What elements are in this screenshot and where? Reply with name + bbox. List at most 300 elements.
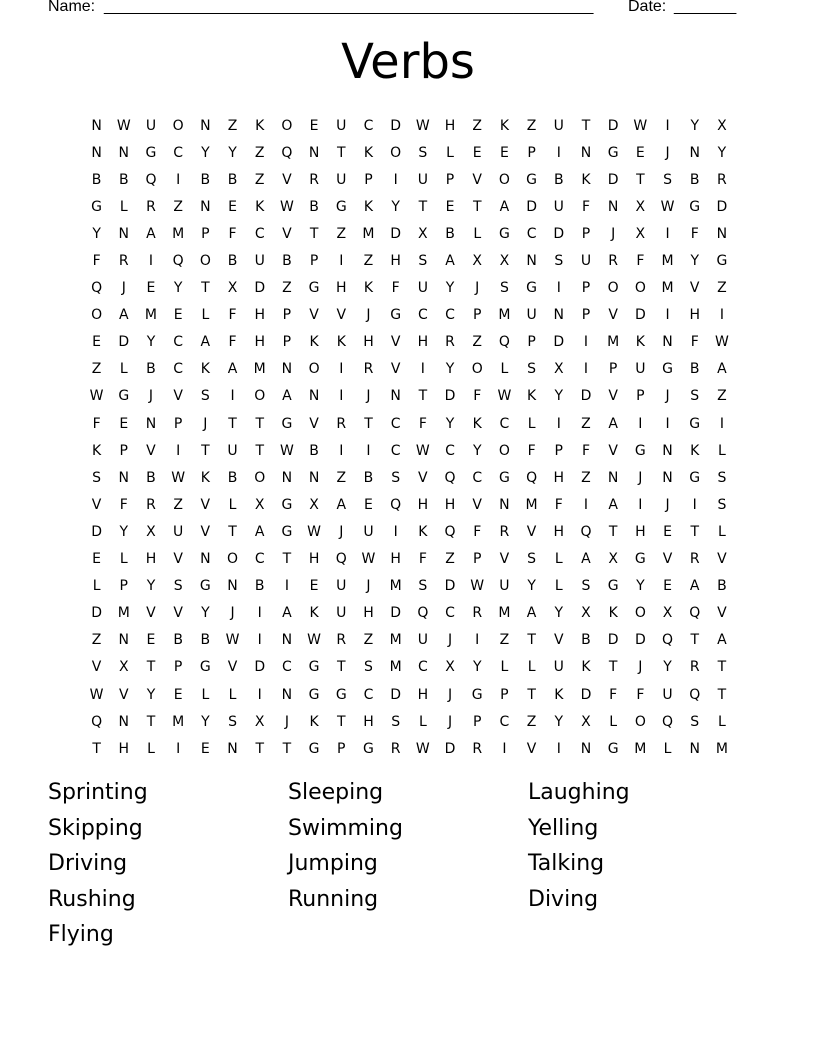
grid-cell[interactable]: N xyxy=(689,144,700,161)
grid-cell[interactable]: L xyxy=(718,523,726,540)
grid-cell[interactable]: U xyxy=(336,578,347,595)
grid-cell[interactable]: F xyxy=(636,253,645,270)
grid-cell[interactable]: B xyxy=(91,171,102,188)
grid-cell[interactable]: F xyxy=(690,225,699,242)
grid-cell[interactable]: N xyxy=(390,388,401,405)
grid-cell[interactable]: N xyxy=(607,469,619,486)
grid-cell[interactable]: S xyxy=(92,469,102,486)
grid-cell[interactable]: Z xyxy=(581,415,591,432)
grid-cell[interactable]: Q xyxy=(662,632,674,649)
grid-cell[interactable]: G xyxy=(716,253,728,270)
grid-cell[interactable]: M xyxy=(117,605,130,622)
grid-cell[interactable]: T xyxy=(364,415,373,432)
grid-cell[interactable]: X xyxy=(635,198,646,215)
grid-cell[interactable]: A xyxy=(200,334,211,351)
grid-cell[interactable]: L xyxy=(718,713,726,730)
grid-cell[interactable]: G xyxy=(607,740,619,757)
grid-cell[interactable]: L xyxy=(527,415,536,432)
grid-cell[interactable]: T xyxy=(146,713,156,730)
grid-cell[interactable]: H xyxy=(444,496,456,513)
grid-cell[interactable]: I xyxy=(665,225,670,242)
grid-cell[interactable]: G xyxy=(199,659,211,676)
grid-cell[interactable]: J xyxy=(665,388,670,405)
grid-cell[interactable]: C xyxy=(417,307,428,324)
grid-cell[interactable]: I xyxy=(148,253,154,270)
grid-cell[interactable]: N xyxy=(308,469,320,486)
grid-cell[interactable]: E xyxy=(173,686,183,703)
grid-cell[interactable]: O xyxy=(390,144,402,161)
grid-cell[interactable]: M xyxy=(172,225,185,242)
grid-cell[interactable]: T xyxy=(337,144,346,161)
grid-cell[interactable]: T xyxy=(201,280,210,297)
grid-cell[interactable]: X xyxy=(581,713,591,730)
grid-cell[interactable]: K xyxy=(200,469,210,486)
grid-cell[interactable]: P xyxy=(282,307,292,324)
grid-cell[interactable]: J xyxy=(447,632,453,649)
grid-cell[interactable]: I xyxy=(719,415,724,432)
grid-cell[interactable]: P xyxy=(445,171,455,188)
grid-cell[interactable]: D xyxy=(254,659,266,676)
grid-cell[interactable]: P xyxy=(173,659,183,676)
grid-cell[interactable]: D xyxy=(634,307,646,324)
grid-cell[interactable]: P xyxy=(337,740,346,757)
grid-cell[interactable]: I xyxy=(257,686,262,703)
grid-cell[interactable]: V xyxy=(200,523,211,540)
grid-cell[interactable]: M xyxy=(362,225,375,242)
grid-cell[interactable]: J xyxy=(611,225,616,242)
grid-cell[interactable]: D xyxy=(118,334,130,351)
grid-cell[interactable]: Z xyxy=(173,496,183,513)
grid-cell[interactable]: L xyxy=(500,659,509,676)
grid-cell[interactable]: E xyxy=(663,578,672,595)
grid-cell[interactable]: N xyxy=(526,253,537,270)
grid-cell[interactable]: D xyxy=(91,605,102,622)
grid-cell[interactable]: Y xyxy=(445,280,455,297)
grid-cell[interactable]: V xyxy=(553,632,564,649)
grid-cell[interactable]: K xyxy=(255,198,265,215)
grid-cell[interactable]: E xyxy=(445,198,455,215)
grid-cell[interactable]: A xyxy=(118,307,129,324)
grid-cell[interactable]: V xyxy=(608,442,618,459)
grid-cell[interactable]: P xyxy=(554,442,563,459)
grid-cell[interactable]: C xyxy=(445,605,455,622)
grid-cell[interactable]: V xyxy=(390,361,401,378)
grid-cell[interactable]: N xyxy=(716,225,728,242)
grid-cell[interactable]: A xyxy=(254,523,265,540)
grid-cell[interactable]: Z xyxy=(526,713,537,730)
grid-cell[interactable]: H xyxy=(444,117,456,134)
grid-cell[interactable]: O xyxy=(607,280,619,297)
grid-cell[interactable]: D xyxy=(526,198,537,215)
grid-cell[interactable]: Y xyxy=(527,578,536,595)
grid-cell[interactable]: N xyxy=(118,632,130,649)
grid-cell[interactable]: N xyxy=(118,144,130,161)
grid-cell[interactable]: R xyxy=(689,659,700,676)
grid-cell[interactable]: Y xyxy=(201,144,210,161)
grid-cell[interactable]: B xyxy=(146,469,156,486)
grid-cell[interactable]: O xyxy=(281,117,293,134)
grid-cell[interactable]: U xyxy=(662,686,673,703)
grid-cell[interactable]: W xyxy=(116,117,131,134)
grid-cell[interactable]: V xyxy=(173,388,183,405)
grid-cell[interactable]: O xyxy=(91,307,103,324)
grid-cell[interactable]: Q xyxy=(662,713,674,730)
grid-cell[interactable]: H xyxy=(417,334,429,351)
grid-cell[interactable]: A xyxy=(499,198,510,215)
grid-cell[interactable]: Y xyxy=(201,605,210,622)
grid-cell[interactable]: V xyxy=(146,605,156,622)
grid-cell[interactable]: G xyxy=(526,171,538,188)
grid-cell[interactable]: Z xyxy=(472,117,483,134)
grid-cell[interactable]: X xyxy=(254,496,265,513)
grid-cell[interactable]: I xyxy=(339,361,344,378)
grid-cell[interactable]: Y xyxy=(146,686,156,703)
grid-cell[interactable]: J xyxy=(203,415,208,432)
grid-cell[interactable]: Q xyxy=(91,280,103,297)
grid-cell[interactable]: X xyxy=(254,713,265,730)
grid-cell[interactable]: D xyxy=(634,632,646,649)
name-line[interactable]: _______________________________________________________ xyxy=(104,0,594,15)
grid-cell[interactable]: N xyxy=(308,144,320,161)
grid-cell[interactable]: U xyxy=(336,117,347,134)
grid-cell[interactable]: Y xyxy=(92,225,101,242)
grid-cell[interactable]: L xyxy=(201,307,210,324)
grid-cell[interactable]: T xyxy=(309,225,319,242)
grid-cell[interactable]: Z xyxy=(91,632,102,649)
grid-cell[interactable]: U xyxy=(227,442,238,459)
grid-cell[interactable]: B xyxy=(553,171,564,188)
grid-cell[interactable]: M xyxy=(661,253,674,270)
grid-cell[interactable]: B xyxy=(309,442,319,459)
grid-cell[interactable]: C xyxy=(363,686,374,703)
grid-cell[interactable]: E xyxy=(200,740,210,757)
grid-cell[interactable]: S xyxy=(228,713,237,730)
grid-cell[interactable]: U xyxy=(553,117,564,134)
grid-cell[interactable]: U xyxy=(417,632,428,649)
grid-cell[interactable]: H xyxy=(417,496,429,513)
grid-cell[interactable]: H xyxy=(689,307,700,324)
grid-cell[interactable]: T xyxy=(690,632,699,649)
grid-cell[interactable]: S xyxy=(690,388,700,405)
grid-cell[interactable]: B xyxy=(282,253,292,270)
grid-cell[interactable]: G xyxy=(281,415,293,432)
grid-cell[interactable]: J xyxy=(366,388,371,405)
grid-cell[interactable]: I xyxy=(176,171,181,188)
grid-cell[interactable]: N xyxy=(227,578,238,595)
grid-cell[interactable]: N xyxy=(689,740,700,757)
grid-cell[interactable]: V xyxy=(336,307,347,324)
grid-cell[interactable]: N xyxy=(118,469,130,486)
grid-cell[interactable]: P xyxy=(608,361,618,378)
grid-cell[interactable]: H xyxy=(390,551,401,568)
grid-cell[interactable]: W xyxy=(470,578,485,595)
grid-cell[interactable]: I xyxy=(556,740,561,757)
grid-cell[interactable]: F xyxy=(228,307,237,324)
grid-cell[interactable]: N xyxy=(580,144,592,161)
grid-cell[interactable]: I xyxy=(583,334,589,351)
grid-cell[interactable]: T xyxy=(527,686,536,703)
grid-cell[interactable]: M xyxy=(607,334,620,351)
grid-cell[interactable]: Q xyxy=(281,144,293,161)
grid-cell[interactable]: B xyxy=(581,632,591,649)
grid-cell[interactable]: J xyxy=(447,686,453,703)
grid-cell[interactable]: K xyxy=(527,388,537,405)
grid-cell[interactable]: E xyxy=(499,144,509,161)
grid-cell[interactable]: V xyxy=(662,551,673,568)
grid-cell[interactable]: A xyxy=(717,361,727,378)
grid-cell[interactable]: Z xyxy=(526,117,537,134)
grid-cell[interactable]: G xyxy=(308,686,320,703)
grid-cell[interactable]: G xyxy=(118,388,130,405)
grid-cell[interactable]: H xyxy=(553,469,565,486)
grid-cell[interactable]: N xyxy=(200,198,211,215)
grid-cell[interactable]: S xyxy=(690,713,700,730)
grid-cell[interactable]: K xyxy=(363,198,374,215)
grid-cell[interactable]: O xyxy=(227,551,239,568)
grid-cell[interactable]: Z xyxy=(581,469,591,486)
grid-cell[interactable]: B xyxy=(309,198,319,215)
grid-cell[interactable]: R xyxy=(717,171,727,188)
grid-cell[interactable]: D xyxy=(254,280,266,297)
grid-cell[interactable]: O xyxy=(308,361,320,378)
grid-cell[interactable]: D xyxy=(390,225,402,242)
grid-cell[interactable]: Z xyxy=(445,551,455,568)
grid-cell[interactable]: B xyxy=(227,171,238,188)
grid-cell[interactable]: P xyxy=(581,225,591,242)
grid-cell[interactable]: Y xyxy=(119,523,129,540)
grid-cell[interactable]: S xyxy=(391,713,401,730)
grid-cell[interactable]: M xyxy=(389,659,402,676)
grid-cell[interactable]: F xyxy=(554,496,563,513)
grid-cell[interactable]: P xyxy=(364,171,373,188)
grid-cell[interactable]: U xyxy=(553,659,564,676)
grid-cell[interactable]: R xyxy=(472,740,483,757)
grid-cell[interactable]: I xyxy=(257,632,262,649)
grid-cell[interactable]: S xyxy=(554,253,564,270)
grid-cell[interactable]: Q xyxy=(91,713,103,730)
grid-cell[interactable]: C xyxy=(445,442,455,459)
grid-cell[interactable]: N xyxy=(580,740,592,757)
grid-cell[interactable]: Z xyxy=(717,280,727,297)
grid-cell[interactable]: J xyxy=(284,713,289,730)
grid-cell[interactable]: Q xyxy=(145,171,157,188)
grid-cell[interactable]: L xyxy=(473,225,482,242)
grid-cell[interactable]: X xyxy=(309,496,319,513)
grid-cell[interactable]: N xyxy=(281,632,293,649)
grid-cell[interactable]: F xyxy=(391,280,400,297)
grid-cell[interactable]: M xyxy=(172,713,185,730)
grid-cell[interactable]: B xyxy=(689,361,700,378)
grid-cell[interactable]: M xyxy=(389,632,402,649)
grid-cell[interactable]: F xyxy=(119,496,128,513)
grid-cell[interactable]: Q xyxy=(689,686,701,703)
grid-cell[interactable]: K xyxy=(309,334,319,351)
grid-cell[interactable]: Q xyxy=(526,469,538,486)
grid-cell[interactable]: Q xyxy=(689,605,701,622)
grid-cell[interactable]: V xyxy=(282,225,292,242)
grid-cell[interactable]: T xyxy=(527,632,536,649)
grid-cell[interactable]: S xyxy=(527,551,537,568)
grid-cell[interactable]: G xyxy=(91,198,103,215)
grid-cell[interactable]: G xyxy=(308,740,320,757)
grid-cell[interactable]: N xyxy=(607,198,619,215)
grid-cell[interactable]: E xyxy=(92,551,102,568)
grid-cell[interactable]: T xyxy=(228,523,237,540)
grid-cell[interactable]: W xyxy=(415,117,430,134)
grid-cell[interactable]: U xyxy=(417,171,428,188)
grid-cell[interactable]: S xyxy=(527,361,537,378)
grid-cell[interactable]: I xyxy=(638,496,643,513)
grid-cell[interactable]: W xyxy=(660,198,675,215)
grid-cell[interactable]: W xyxy=(361,551,376,568)
grid-cell[interactable]: M xyxy=(715,740,728,757)
grid-cell[interactable]: Y xyxy=(663,659,672,676)
grid-cell[interactable]: U xyxy=(173,523,184,540)
grid-cell[interactable]: Z xyxy=(363,632,374,649)
grid-cell[interactable]: F xyxy=(609,686,618,703)
grid-cell[interactable]: J xyxy=(366,578,371,595)
grid-cell[interactable]: V xyxy=(717,551,727,568)
grid-cell[interactable]: G xyxy=(634,551,646,568)
grid-cell[interactable]: X xyxy=(472,253,483,270)
grid-cell[interactable]: I xyxy=(339,388,344,405)
grid-cell[interactable]: V xyxy=(472,496,482,513)
grid-cell[interactable]: U xyxy=(553,198,564,215)
grid-cell[interactable]: R xyxy=(336,632,347,649)
grid-cell[interactable]: Z xyxy=(363,253,374,270)
grid-cell[interactable]: K xyxy=(581,171,591,188)
grid-cell[interactable]: E xyxy=(309,117,319,134)
grid-cell[interactable]: Y xyxy=(717,144,727,161)
grid-cell[interactable]: I xyxy=(176,442,181,459)
grid-cell[interactable]: Y xyxy=(554,605,564,622)
grid-cell[interactable]: T xyxy=(282,551,292,568)
grid-cell[interactable]: T xyxy=(418,388,428,405)
grid-cell[interactable]: P xyxy=(636,388,645,405)
grid-cell[interactable]: T xyxy=(472,198,482,215)
grid-cell[interactable]: J xyxy=(665,144,670,161)
grid-cell[interactable]: X xyxy=(445,659,455,676)
grid-cell[interactable]: A xyxy=(445,253,455,270)
grid-cell[interactable]: T xyxy=(690,523,699,540)
grid-cell[interactable]: E xyxy=(364,496,373,513)
grid-cell[interactable]: N xyxy=(281,469,293,486)
grid-cell[interactable]: N xyxy=(308,388,320,405)
grid-cell[interactable]: S xyxy=(418,578,428,595)
grid-cell[interactable]: N xyxy=(662,442,673,459)
grid-cell[interactable]: B xyxy=(445,225,455,242)
grid-cell[interactable]: D xyxy=(390,117,402,134)
grid-cell[interactable]: Z xyxy=(717,388,727,405)
grid-cell[interactable]: Y xyxy=(146,578,156,595)
grid-cell[interactable]: W xyxy=(307,632,322,649)
grid-cell[interactable]: Y xyxy=(554,388,564,405)
grid-cell[interactable]: R xyxy=(146,198,156,215)
grid-cell[interactable]: B xyxy=(146,361,156,378)
grid-cell[interactable]: B xyxy=(200,632,211,649)
grid-cell[interactable]: Y xyxy=(228,144,237,161)
grid-cell[interactable]: S xyxy=(499,280,509,297)
grid-cell[interactable]: P xyxy=(119,578,128,595)
grid-cell[interactable]: S xyxy=(364,659,373,676)
grid-cell[interactable]: J xyxy=(475,280,480,297)
grid-cell[interactable]: C xyxy=(417,659,428,676)
grid-cell[interactable]: Y xyxy=(690,117,699,134)
grid-cell[interactable]: F xyxy=(418,551,427,568)
grid-cell[interactable]: C xyxy=(173,361,184,378)
grid-cell[interactable]: Q xyxy=(172,253,184,270)
grid-cell[interactable]: Q xyxy=(498,334,510,351)
grid-cell[interactable]: G xyxy=(526,280,538,297)
grid-cell[interactable]: I xyxy=(393,523,398,540)
grid-cell[interactable]: N xyxy=(499,496,510,513)
grid-cell[interactable]: P xyxy=(119,442,128,459)
grid-cell[interactable]: O xyxy=(172,117,184,134)
grid-cell[interactable]: F xyxy=(581,442,590,459)
grid-cell[interactable]: P xyxy=(309,253,319,270)
grid-cell[interactable]: I xyxy=(502,740,507,757)
grid-cell[interactable]: E xyxy=(635,144,645,161)
grid-cell[interactable]: I xyxy=(284,578,289,595)
grid-cell[interactable]: X xyxy=(418,225,428,242)
grid-cell[interactable]: U xyxy=(499,578,510,595)
grid-cell[interactable]: Z xyxy=(336,469,347,486)
grid-cell[interactable]: I xyxy=(176,740,181,757)
grid-cell[interactable]: X xyxy=(581,605,591,622)
grid-cell[interactable]: M xyxy=(389,578,402,595)
grid-cell[interactable]: L xyxy=(718,442,726,459)
grid-cell[interactable]: L xyxy=(500,361,509,378)
grid-cell[interactable]: G xyxy=(498,469,510,486)
grid-cell[interactable]: I xyxy=(665,117,670,134)
grid-cell[interactable]: F xyxy=(92,253,101,270)
grid-cell[interactable]: C xyxy=(390,415,401,432)
grid-cell[interactable]: I xyxy=(393,171,398,188)
grid-cell[interactable]: L xyxy=(527,659,536,676)
grid-cell[interactable]: K xyxy=(309,713,319,730)
grid-cell[interactable]: N xyxy=(118,225,130,242)
grid-cell[interactable]: F xyxy=(527,442,536,459)
grid-cell[interactable]: A xyxy=(526,605,537,622)
grid-cell[interactable]: A xyxy=(689,578,700,595)
grid-cell[interactable]: M xyxy=(253,361,266,378)
grid-cell[interactable]: D xyxy=(580,686,592,703)
grid-cell[interactable]: E xyxy=(119,415,129,432)
grid-cell[interactable]: U xyxy=(336,171,347,188)
grid-cell[interactable]: X xyxy=(553,361,564,378)
grid-cell[interactable]: D xyxy=(607,632,619,649)
grid-cell[interactable]: L xyxy=(663,740,672,757)
grid-cell[interactable]: G xyxy=(308,659,320,676)
grid-cell[interactable]: I xyxy=(583,496,589,513)
grid-cell[interactable]: A xyxy=(227,361,238,378)
grid-cell[interactable]: V xyxy=(227,659,238,676)
grid-cell[interactable]: A xyxy=(336,496,347,513)
date-line[interactable]: _______ xyxy=(674,0,737,15)
grid-cell[interactable]: N xyxy=(91,117,102,134)
grid-cell[interactable]: D xyxy=(607,117,619,134)
grid-cell[interactable]: U xyxy=(363,523,374,540)
grid-cell[interactable]: F xyxy=(473,388,482,405)
grid-cell[interactable]: G xyxy=(199,578,211,595)
grid-cell[interactable]: G xyxy=(335,686,347,703)
grid-cell[interactable]: V xyxy=(118,686,129,703)
grid-cell[interactable]: V xyxy=(418,469,428,486)
grid-cell[interactable]: E xyxy=(173,307,183,324)
grid-cell[interactable]: I xyxy=(665,307,670,324)
grid-cell[interactable]: Z xyxy=(472,334,483,351)
grid-cell[interactable]: Q xyxy=(580,523,592,540)
